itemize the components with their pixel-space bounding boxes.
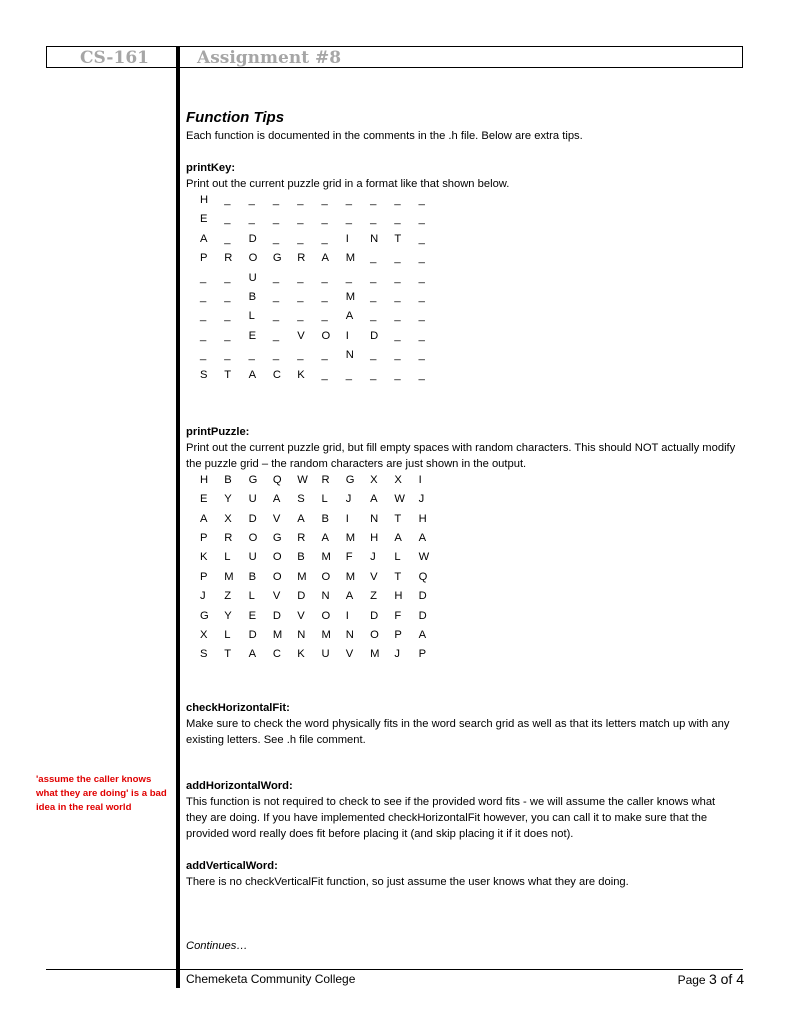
- key-grid-cell: _: [224, 194, 231, 206]
- footer-college: Chemeketa Community College: [186, 972, 356, 986]
- key-grid-cell: _: [200, 310, 207, 323]
- key-grid-cell: T: [224, 368, 232, 381]
- key-grid-cell: M: [345, 252, 356, 265]
- puzzle-grid-cell: K: [200, 551, 208, 564]
- key-grid-cell: _: [418, 232, 425, 245]
- page-number: 3: [708, 971, 717, 987]
- addhorizontalword-desc: This function is not required to check to see if the provided word fits - we will assume the caller knows what they are doing. If you have implemented checkHorizontalFit however, you can call it to make sure that the provided word really does fit before placing it (and skip placing it if it does not).: [186, 795, 716, 840]
- key-grid: [200, 192, 736, 386]
- puzzle-grid-cell: M: [321, 629, 331, 642]
- key-grid-cell: U: [248, 271, 257, 284]
- margin-note: 'assume the caller knows what they are doing' is a bad idea in the real world: [36, 774, 167, 813]
- key-grid-cell: _: [394, 290, 401, 303]
- key-grid-cell: _: [418, 271, 425, 284]
- puzzle-grid-cell: X: [394, 473, 402, 486]
- key-grid-cell: _: [297, 290, 304, 303]
- puzzle-grid-cell: M: [345, 532, 356, 545]
- key-grid-cell: _: [248, 213, 255, 226]
- key-grid-cell: D: [370, 329, 379, 342]
- puzzle-grid-cell: S: [297, 493, 305, 506]
- puzzle-grid-cell: V: [345, 648, 354, 661]
- key-grid-cell: _: [321, 310, 328, 323]
- puzzle-grid-cell: X: [224, 512, 232, 525]
- key-grid-cell: R: [297, 252, 306, 265]
- key-grid-cell: _: [345, 271, 353, 284]
- key-grid-cell: _: [297, 349, 304, 362]
- key-grid-cell: _: [321, 290, 328, 303]
- key-grid-cell: _: [394, 329, 401, 342]
- puzzle-grid-cell: F: [394, 609, 402, 622]
- key-grid-cell: _: [272, 194, 280, 206]
- puzzle-grid-cell: H: [418, 512, 427, 525]
- puzzle-grid-cell: P: [394, 629, 402, 642]
- puzzle-grid-cell: O: [321, 609, 331, 622]
- key-grid-cell: _: [345, 368, 353, 381]
- intro-text: Each function is documented in the comments in the .h file. Below are extra tips.: [186, 130, 583, 142]
- puzzle-grid-row: [200, 608, 736, 627]
- key-grid-cell: _: [394, 213, 401, 226]
- section-title: Function Tips: [186, 109, 285, 126]
- key-grid-cell: _: [321, 368, 328, 381]
- puzzle-grid-cell: O: [272, 551, 282, 564]
- puzzle-grid-cell: J: [394, 648, 400, 661]
- printkey-heading: printKey:: [186, 162, 236, 174]
- puzzle-grid-cell: A: [297, 512, 305, 525]
- puzzle-grid-row: [200, 530, 736, 549]
- key-grid-cell: S: [200, 368, 208, 381]
- key-grid-cell: _: [321, 232, 328, 245]
- key-grid-cell: E: [248, 329, 257, 342]
- puzzle-grid-cell: J: [418, 493, 425, 506]
- key-grid-cell: _: [321, 194, 328, 206]
- puzzle-grid-cell: L: [321, 493, 328, 506]
- puzzle-grid-cell: Y: [224, 609, 232, 622]
- key-grid-cell: _: [200, 349, 207, 362]
- puzzle-grid-cell: R: [321, 473, 330, 486]
- key-grid-cell: _: [224, 349, 231, 362]
- puzzle-grid-cell: X: [370, 473, 378, 486]
- key-grid-cell: _: [224, 213, 231, 226]
- key-grid-cell: H: [200, 194, 209, 206]
- key-grid-cell: _: [418, 349, 425, 362]
- puzzle-grid-cell: A: [248, 648, 257, 661]
- puzzle-grid-cell: T: [224, 648, 232, 661]
- key-grid-cell: _: [370, 252, 377, 265]
- key-grid-cell: _: [418, 290, 425, 303]
- puzzle-grid-cell: D: [418, 590, 427, 603]
- puzzle-grid-cell: W: [418, 551, 430, 564]
- key-grid-cell: _: [272, 213, 280, 226]
- key-grid-cell: O: [321, 329, 331, 342]
- puzzle-grid-cell: G: [248, 473, 258, 486]
- puzzle-grid-cell: R: [224, 532, 233, 545]
- key-grid-cell: C: [272, 368, 281, 381]
- puzzle-grid-cell: O: [272, 570, 282, 583]
- puzzle-grid-cell: L: [224, 551, 231, 564]
- key-grid-cell: _: [272, 349, 280, 362]
- key-grid-cell: _: [418, 252, 425, 265]
- puzzle-grid-cell: U: [321, 648, 330, 661]
- main-content: [186, 108, 736, 954]
- puzzle-grid-cell: R: [297, 532, 306, 545]
- page-total: 4: [736, 971, 744, 987]
- key-grid-cell: O: [248, 252, 258, 265]
- key-grid-cell: _: [370, 271, 377, 284]
- key-grid-cell: P: [200, 252, 208, 265]
- key-grid-cell: _: [394, 349, 401, 362]
- puzzle-grid-cell: Z: [224, 590, 232, 603]
- key-grid-cell: L: [248, 310, 255, 323]
- puzzle-grid-cell: D: [248, 629, 257, 642]
- puzzle-grid-cell: V: [272, 590, 281, 603]
- key-grid-cell: _: [321, 271, 328, 284]
- puzzle-grid-row: [200, 627, 736, 646]
- page-prefix: Page: [677, 973, 709, 987]
- key-grid-cell: _: [272, 271, 280, 284]
- key-grid-cell: _: [200, 271, 207, 284]
- puzzle-grid-cell: A: [200, 512, 208, 525]
- printkey-desc: Print out the current puzzle grid in a format like that shown below.: [186, 178, 510, 190]
- puzzle-grid-cell: L: [394, 551, 401, 564]
- puzzle-grid-cell: Y: [224, 493, 232, 506]
- puzzle-grid-cell: B: [248, 570, 257, 583]
- key-grid-row: [200, 231, 736, 250]
- puzzle-grid-cell: G: [200, 609, 209, 622]
- puzzle-grid-cell: N: [297, 629, 306, 642]
- puzzle-grid-cell: T: [394, 512, 402, 525]
- printpuzzle-heading: printPuzzle:: [186, 425, 250, 438]
- puzzle-grid-cell: V: [297, 609, 305, 622]
- addverticalword-heading: addVerticalWord:: [186, 859, 278, 872]
- puzzle-grid-cell: H: [370, 532, 379, 545]
- key-grid-cell: _: [200, 290, 207, 303]
- key-grid-cell: I: [345, 329, 349, 342]
- puzzle-grid-row: [200, 511, 736, 530]
- puzzle-grid-cell: M: [297, 570, 307, 583]
- puzzle-grid-cell: U: [248, 493, 257, 506]
- puzzle-grid-cell: L: [248, 590, 255, 603]
- puzzle-grid-cell: N: [321, 590, 330, 603]
- key-grid-cell: _: [418, 310, 425, 323]
- puzzle-grid-cell: B: [297, 551, 305, 564]
- key-grid-row: [200, 211, 736, 230]
- puzzle-grid-cell: E: [200, 493, 208, 506]
- continues-text: Continues…: [186, 939, 248, 952]
- puzzle-grid-cell: I: [345, 609, 349, 622]
- key-grid-cell: _: [224, 290, 231, 303]
- puzzle-grid-cell: T: [394, 570, 402, 583]
- puzzle-grid-cell: U: [248, 551, 257, 564]
- puzzle-grid-cell: M: [370, 648, 380, 661]
- key-grid-cell: _: [345, 194, 353, 206]
- addverticalword-desc: There is no checkVerticalFit function, so just assume the user knows what they are doing.: [186, 875, 629, 888]
- puzzle-grid-cell: B: [224, 473, 232, 486]
- puzzle-grid-cell: Q: [272, 473, 282, 486]
- puzzle-grid-cell: J: [370, 551, 376, 564]
- key-grid-row: [200, 308, 736, 327]
- checkhorizontalfit-heading: checkHorizontalFit:: [186, 701, 290, 714]
- key-grid-cell: _: [370, 310, 377, 323]
- key-grid-cell: B: [248, 290, 257, 303]
- key-grid-cell: _: [321, 213, 328, 226]
- puzzle-grid-cell: S: [200, 648, 208, 661]
- puzzle-grid-cell: A: [345, 590, 354, 603]
- key-grid-cell: _: [224, 271, 231, 284]
- key-grid-cell: _: [297, 213, 304, 226]
- key-grid-cell: _: [297, 194, 304, 206]
- key-grid-cell: _: [272, 329, 280, 342]
- puzzle-grid-cell: A: [321, 532, 329, 545]
- key-grid-cell: M: [345, 290, 356, 303]
- puzzle-grid-row: [200, 472, 736, 491]
- key-grid-cell: N: [345, 349, 354, 362]
- puzzle-grid-cell: H: [200, 473, 209, 486]
- puzzle-grid-cell: N: [345, 629, 354, 642]
- checkhorizontalfit-desc: Make sure to check the word physically fits in the word search grid as well as that its letters match up with any existing letters. See .h file comment.: [186, 717, 730, 746]
- key-grid-cell: _: [200, 329, 207, 342]
- key-grid-cell: _: [224, 329, 231, 342]
- puzzle-grid-cell: O: [321, 570, 331, 583]
- puzzle-grid-cell: W: [394, 493, 405, 506]
- puzzle-grid-cell: A: [394, 532, 402, 545]
- puzzle-grid-cell: P: [200, 570, 208, 583]
- key-grid-cell: _: [394, 310, 401, 323]
- puzzle-grid-cell: O: [370, 629, 379, 642]
- key-grid-cell: _: [370, 213, 377, 226]
- puzzle-grid-cell: M: [272, 629, 283, 642]
- course-code: CS-161: [80, 48, 149, 68]
- key-grid-cell: _: [418, 368, 425, 381]
- footer-page: [678, 971, 744, 987]
- puzzle-grid-row: [200, 549, 736, 568]
- puzzle-grid-cell: W: [297, 473, 308, 486]
- key-grid-cell: _: [297, 271, 304, 284]
- puzzle-grid-cell: H: [394, 590, 403, 603]
- key-grid-cell: _: [370, 368, 377, 381]
- puzzle-grid-cell: Z: [370, 590, 377, 603]
- puzzle-grid-cell: A: [370, 493, 378, 506]
- puzzle-grid-cell: C: [272, 648, 281, 661]
- puzzle-grid-cell: I: [418, 473, 422, 486]
- key-grid-cell: _: [297, 232, 304, 245]
- puzzle-grid: [200, 472, 736, 666]
- puzzle-grid-cell: V: [370, 570, 378, 583]
- assignment-title: Assignment #8: [197, 48, 342, 68]
- puzzle-grid-cell: K: [297, 648, 305, 661]
- key-grid-cell: R: [224, 252, 233, 265]
- key-grid-cell: _: [248, 194, 255, 206]
- puzzle-grid-cell: M: [224, 570, 234, 583]
- puzzle-grid-cell: G: [345, 473, 355, 486]
- puzzle-grid-cell: D: [297, 590, 306, 603]
- puzzle-grid-cell: O: [248, 532, 258, 545]
- key-grid-cell: A: [321, 252, 329, 265]
- puzzle-grid-cell: X: [200, 629, 208, 642]
- key-grid-cell: A: [248, 368, 257, 381]
- key-grid-cell: A: [345, 310, 354, 323]
- key-grid-cell: _: [248, 349, 255, 362]
- key-grid-row: [200, 250, 736, 269]
- puzzle-grid-cell: I: [345, 512, 349, 525]
- puzzle-grid-cell: A: [418, 629, 427, 642]
- key-grid-cell: _: [297, 310, 304, 323]
- puzzle-grid-cell: B: [321, 512, 329, 525]
- addhorizontalword-heading: addHorizontalWord:: [186, 779, 293, 792]
- key-grid-cell: _: [418, 194, 425, 206]
- key-grid-cell: T: [394, 232, 402, 245]
- key-grid-cell: A: [200, 232, 208, 245]
- puzzle-grid-row: [200, 569, 736, 588]
- key-grid-cell: _: [321, 349, 328, 362]
- puzzle-grid-cell: Q: [418, 570, 428, 583]
- key-grid-cell: _: [394, 194, 401, 206]
- key-grid-cell: V: [297, 329, 305, 342]
- header-box: [46, 46, 743, 68]
- printpuzzle-desc: Print out the current puzzle grid, but fill empty spaces with random characters. This should NOT actually modify the puzzle grid – the random characters are just shown in the output.: [186, 441, 736, 470]
- key-grid-cell: _: [418, 329, 425, 342]
- puzzle-grid-cell: M: [321, 551, 331, 564]
- puzzle-grid-cell: P: [200, 532, 208, 545]
- key-grid-cell: _: [224, 232, 231, 245]
- key-grid-cell: _: [394, 271, 401, 284]
- key-grid-cell: G: [272, 252, 282, 265]
- puzzle-grid-row: [200, 646, 736, 665]
- key-grid-cell: _: [272, 310, 280, 323]
- vertical-rule: [176, 46, 180, 988]
- puzzle-grid-cell: J: [345, 493, 352, 506]
- puzzle-grid-cell: M: [345, 570, 356, 583]
- page-of: of: [716, 971, 737, 987]
- key-grid-row: [200, 270, 736, 289]
- puzzle-grid-cell: D: [418, 609, 427, 622]
- key-grid-cell: I: [345, 232, 349, 245]
- key-grid-row: [200, 192, 736, 211]
- puzzle-grid-cell: N: [370, 512, 379, 525]
- key-grid-row: [200, 347, 736, 366]
- puzzle-grid-cell: G: [272, 532, 282, 545]
- puzzle-grid-cell: D: [370, 609, 379, 622]
- key-grid-cell: _: [394, 368, 401, 381]
- puzzle-grid-cell: D: [248, 512, 257, 525]
- puzzle-grid-cell: A: [418, 532, 427, 545]
- key-grid-cell: _: [418, 213, 425, 226]
- puzzle-grid-cell: L: [224, 629, 231, 642]
- key-grid-cell: _: [394, 252, 401, 265]
- key-grid-cell: _: [272, 232, 280, 245]
- puzzle-grid-row: [200, 491, 736, 510]
- puzzle-grid-cell: A: [272, 493, 281, 506]
- footer-rule: [46, 969, 743, 970]
- puzzle-grid-cell: E: [248, 609, 257, 622]
- key-grid-cell: N: [370, 232, 379, 245]
- key-grid-cell: D: [248, 232, 257, 245]
- key-grid-cell: _: [272, 290, 280, 303]
- key-grid-cell: _: [370, 349, 377, 362]
- puzzle-grid-cell: J: [200, 590, 206, 603]
- key-grid-row: [200, 328, 736, 347]
- key-grid-cell: _: [224, 310, 231, 323]
- puzzle-grid-row: [200, 588, 736, 607]
- key-grid-row: [200, 289, 736, 308]
- puzzle-grid-cell: F: [345, 551, 353, 564]
- key-grid-cell: _: [370, 194, 377, 206]
- puzzle-grid-cell: P: [418, 648, 427, 661]
- key-grid-cell: _: [370, 290, 377, 303]
- key-grid-row: [200, 367, 736, 386]
- key-grid-cell: E: [200, 213, 208, 226]
- key-grid-cell: _: [345, 213, 353, 226]
- puzzle-grid-cell: D: [272, 609, 281, 622]
- puzzle-grid-cell: V: [272, 512, 281, 525]
- key-grid-cell: K: [297, 368, 305, 381]
